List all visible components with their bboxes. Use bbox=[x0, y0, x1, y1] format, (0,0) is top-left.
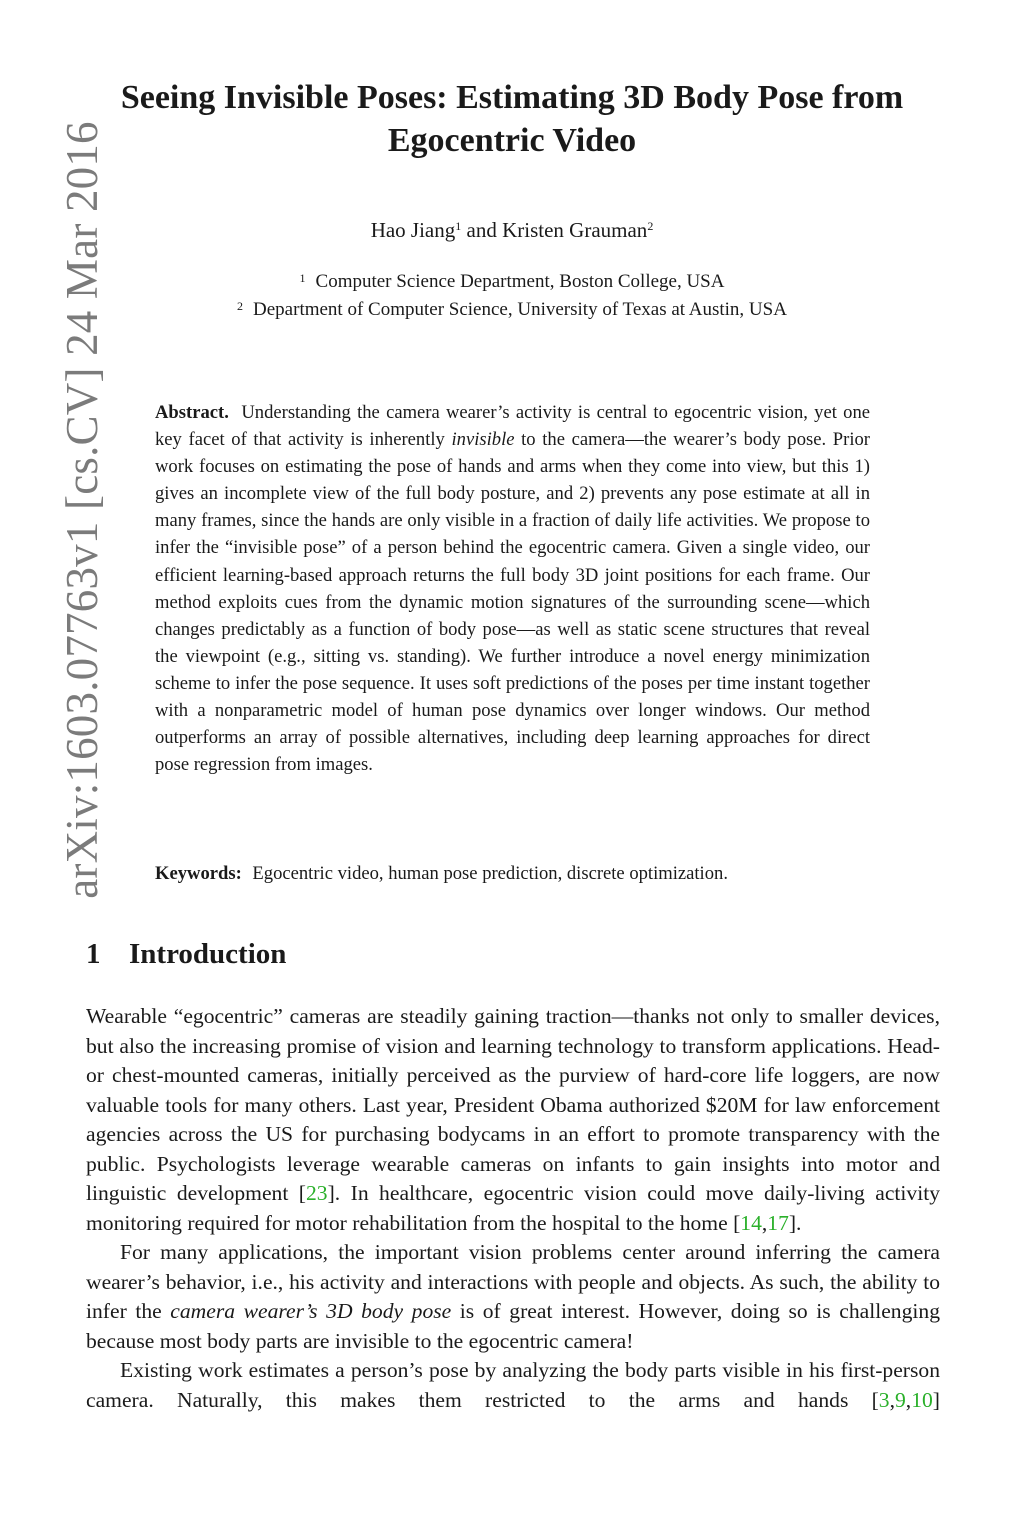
paragraph bbox=[86, 1238, 940, 1356]
abstract-label: Abstract. bbox=[155, 402, 229, 423]
affiliation-text: Department of Computer Science, University of Texas at Austin, USA bbox=[253, 299, 787, 320]
title-line-1: Seeing Invisible Poses: Estimating 3D Body Pose from bbox=[120, 79, 904, 116]
author-list bbox=[88, 216, 936, 244]
citation-link[interactable]: 10 bbox=[911, 1387, 933, 1412]
paragraph-text: Existing work estimates a person’s pose by analyzing the body parts visible in his first-person camera. Naturally, this makes them restricted to the arms and hands [ bbox=[86, 1358, 940, 1412]
paragraph-text: is of great interest. However, doing so is challenging because most body parts are invisible to the egocentric camera! bbox=[86, 1299, 940, 1353]
paragraph-text: For many applications, the important vision problems center around inferring the camera wearer’s behavior, i.e., his activity and interactions with people and objects. As such, the ability to infer the bbox=[86, 1240, 940, 1323]
punctuation: , bbox=[889, 1387, 895, 1412]
author-name: Kristen Grauman bbox=[502, 218, 648, 242]
affiliation bbox=[88, 296, 936, 324]
paragraph-text: ]. In healthcare, egocentric vision could move daily-living activity monitoring required for motor rehabilitation from the hospital to the home [ bbox=[86, 1181, 941, 1235]
affiliation-text: Computer Science Department, Boston College, USA bbox=[315, 271, 725, 292]
abstract-text: to the camera—the wearer’s body pose. Prior work focuses on estimating the pose of hands and arms when they come into view, but this 1) gives an incomplete view of the full body posture, and 2) prevents any pose estimate at all in many frames, since the hands are only visible in a fraction of daily life activities. We propose to infer the “invisible pose” of a person behind the egocentric camera. Given a single video, our efficient learning-based approach returns the full body 3D joint positions for each frame. Our method exploits cues from the dynamic motion signatures of the surrounding scene—which changes predictably as a function of body pose—as well as static scene structures that reveal the viewpoint (e.g., sitting vs. standing). We further introduce a novel energy minimization scheme to infer the pose sequence. It uses soft predictions of the poses per time instant together with a nonparametric model of human pose dynamics over longer windows. Our method outperforms an array of possible alternatives, including deep learning approaches for direct pose regression from images. bbox=[155, 429, 870, 776]
punctuation: , bbox=[905, 1387, 912, 1412]
keywords bbox=[155, 860, 870, 887]
paragraph bbox=[86, 1002, 940, 1238]
section-heading bbox=[86, 934, 286, 974]
paragraph-text: ]. bbox=[788, 1210, 802, 1235]
keywords-text: Egocentric video, human pose prediction, discrete optimization. bbox=[252, 863, 728, 884]
punctuation: , bbox=[761, 1210, 768, 1235]
paragraph-emphasis: camera wearer’s 3D body pose bbox=[170, 1299, 452, 1323]
paper-title bbox=[88, 76, 936, 162]
citation-link[interactable]: 3 bbox=[878, 1387, 890, 1412]
author-affil-marker: 1 bbox=[455, 219, 462, 233]
keywords-label: Keywords: bbox=[155, 863, 242, 884]
abstract-emphasis: invisible bbox=[451, 429, 515, 451]
citation-link[interactable]: 14 bbox=[740, 1210, 762, 1235]
affiliation-marker: 1 bbox=[299, 271, 306, 285]
body-text bbox=[86, 1002, 940, 1415]
author-name: Hao Jiang bbox=[370, 218, 456, 242]
section-title: Introduction bbox=[129, 938, 287, 970]
citation-link[interactable]: 23 bbox=[306, 1181, 328, 1205]
paragraph-text: Wearable “egocentric” cameras are steadily gaining traction—thanks not only to smaller devices, but also the increasing promise of vision and learning technology to transform applications. Head- or chest-mounted cameras, initially perceived as the purview of hard-core life loggers, are now valuable tools for many others. Last year, President Obama authorized $20M for law enforcement agencies across the US for purchasing bodycams in an effort to promote transparency with the public. Psychologists leverage wearable cameras on infants to gain insights into motor and linguistic development [ bbox=[86, 1004, 940, 1205]
affiliation-marker: 2 bbox=[237, 299, 244, 313]
citation-link[interactable]: 17 bbox=[767, 1210, 789, 1235]
abstract bbox=[155, 399, 870, 778]
paragraph-text: ] bbox=[932, 1387, 940, 1412]
section-number: 1 bbox=[86, 938, 101, 970]
author-affil-marker: 2 bbox=[647, 219, 654, 233]
citation-link[interactable]: 9 bbox=[895, 1387, 906, 1412]
author-conjunction: and bbox=[466, 218, 497, 242]
arxiv-identifier-stamp: arXiv:1603.07763v1 [cs.CV] 24 Mar 2016 bbox=[57, 121, 107, 899]
paragraph bbox=[86, 1356, 940, 1415]
affiliation bbox=[88, 268, 936, 296]
affiliation-list bbox=[88, 268, 936, 324]
abstract-text: Understanding the camera wearer’s activity is central to egocentric vision, yet one key facet of that activity is inherently bbox=[155, 402, 871, 451]
title-line-2: Egocentric Video bbox=[387, 122, 637, 159]
